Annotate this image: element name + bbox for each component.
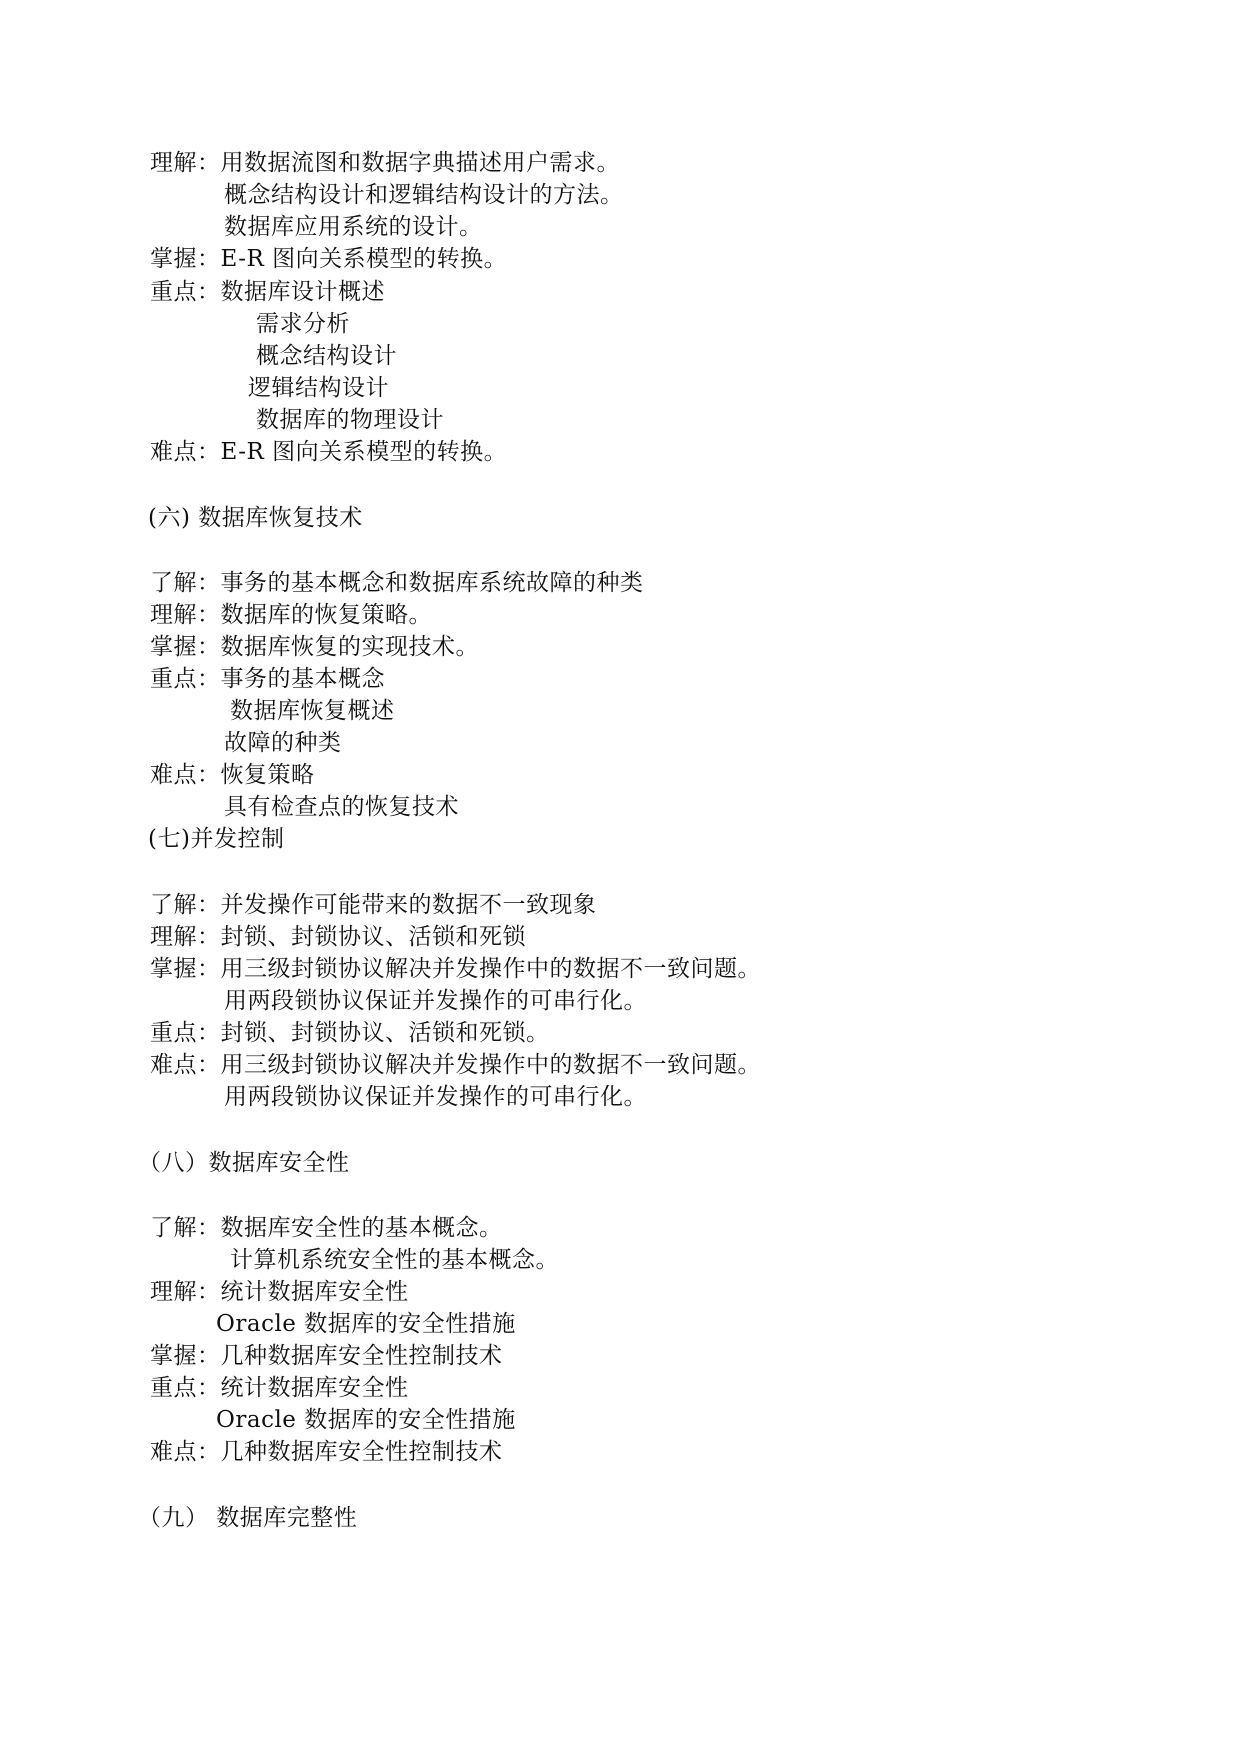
text-line: Oracle 数据库的安全性措施 xyxy=(216,1311,516,1337)
text-line: (六) 数据库恢复技术 xyxy=(148,505,363,531)
text-line: 重点：事务的基本概念 xyxy=(150,666,385,692)
text-line: 数据库应用系统的设计。 xyxy=(224,214,483,240)
text-line: 具有检查点的恢复技术 xyxy=(224,794,459,820)
text-line: 掌握：E-R 图向关系模型的转换。 xyxy=(150,246,508,272)
text-line: 理解：用数据流图和数据字典描述用户需求。 xyxy=(150,150,620,176)
text-line: 概念结构设计和逻辑结构设计的方法。 xyxy=(224,182,624,208)
text-line: 理解：统计数据库安全性 xyxy=(150,1279,409,1305)
text-line: 重点：数据库设计概述 xyxy=(150,279,385,305)
text-line: 逻辑结构设计 xyxy=(248,375,389,401)
text-line: 难点：E-R 图向关系模型的转换。 xyxy=(150,439,508,465)
text-line: 用两段锁协议保证并发操作的可串行化。 xyxy=(224,1084,647,1110)
text-line: (七)并发控制 xyxy=(148,826,285,852)
text-line: 概念结构设计 xyxy=(256,343,397,369)
text-line: 了解：并发操作可能带来的数据不一致现象 xyxy=(150,892,597,918)
text-line: （九） 数据库完整性 xyxy=(138,1505,358,1531)
text-line: 数据库恢复概述 xyxy=(230,698,395,724)
text-line: 理解：数据库的恢复策略。 xyxy=(150,602,432,628)
text-line: 重点：封锁、封锁协议、活锁和死锁。 xyxy=(150,1020,550,1046)
text-line: 计算机系统安全性的基本概念。 xyxy=(230,1247,559,1273)
text-line: 难点：恢复策略 xyxy=(150,762,315,788)
text-line: 难点：用三级封锁协议解决并发操作中的数据不一致问题。 xyxy=(150,1052,761,1078)
text-line: 用两段锁协议保证并发操作的可串行化。 xyxy=(224,988,647,1014)
text-line: 了解：事务的基本概念和数据库系统故障的种类 xyxy=(150,570,644,596)
text-line: 掌握：用三级封锁协议解决并发操作中的数据不一致问题。 xyxy=(150,956,761,982)
text-line: 了解：数据库安全性的基本概念。 xyxy=(150,1215,503,1241)
text-line: 故障的种类 xyxy=(224,730,342,756)
text-line: 数据库的物理设计 xyxy=(256,407,444,433)
text-line: Oracle 数据库的安全性措施 xyxy=(216,1407,516,1433)
text-line: 重点：统计数据库安全性 xyxy=(150,1375,409,1401)
text-line: 理解：封锁、封锁协议、活锁和死锁 xyxy=(150,924,526,950)
text-line: （八）数据库安全性 xyxy=(138,1150,350,1176)
text-line: 难点：几种数据库安全性控制技术 xyxy=(150,1439,503,1465)
text-line: 需求分析 xyxy=(256,311,350,337)
text-line: 掌握：数据库恢复的实现技术。 xyxy=(150,634,479,660)
text-line: 掌握：几种数据库安全性控制技术 xyxy=(150,1343,503,1369)
